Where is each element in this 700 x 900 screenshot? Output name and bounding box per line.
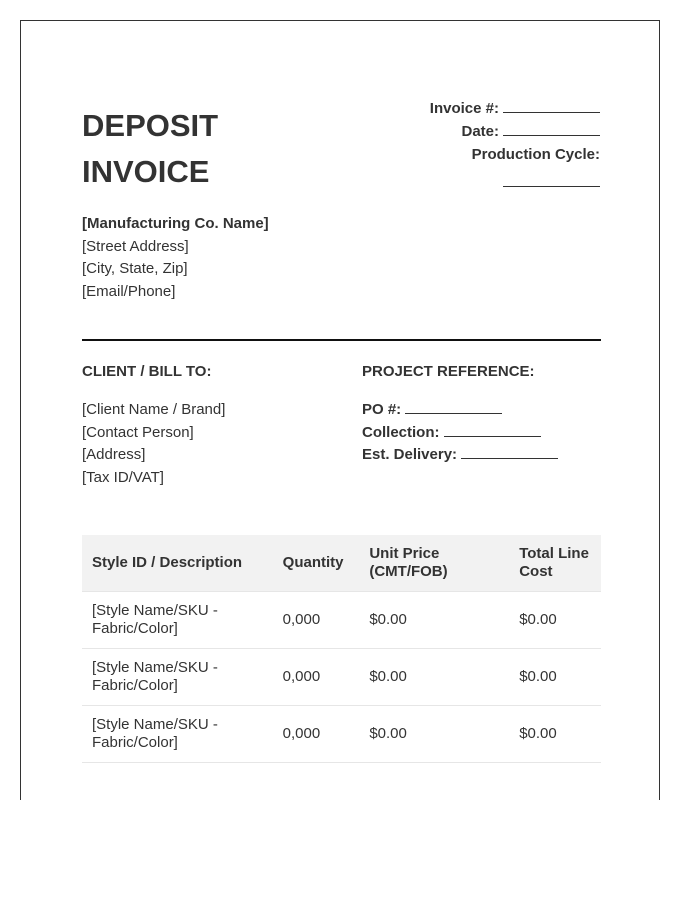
row-description[interactable]: [Style Name/SKU - Fabric/Color] xyxy=(82,706,273,763)
company-block xyxy=(82,213,269,303)
collection-label: Collection: xyxy=(362,423,440,441)
company-name: [Manufacturing Co. Name] xyxy=(82,215,269,232)
line-items-table xyxy=(82,535,601,763)
production-cycle-blank[interactable] xyxy=(503,172,600,187)
row-total[interactable]: $0.00 xyxy=(509,592,601,649)
invoice-number-row xyxy=(430,97,600,120)
row-total[interactable]: $0.00 xyxy=(509,706,601,763)
client-address: [Address] xyxy=(82,446,146,463)
row-quantity[interactable]: 0,000 xyxy=(273,649,360,706)
collection-blank[interactable] xyxy=(444,422,541,437)
production-cycle-label: Production Cycle: xyxy=(471,146,600,163)
header-unit-price: Unit Price (CMT/FOB) xyxy=(359,535,509,592)
row-unit-price[interactable]: $0.00 xyxy=(359,649,509,706)
po-row xyxy=(362,399,558,422)
po-blank[interactable] xyxy=(405,399,502,414)
row-unit-price[interactable]: $0.00 xyxy=(359,592,509,649)
delivery-row xyxy=(362,444,558,467)
company-city: [City, State, Zip] xyxy=(82,260,188,277)
date-blank[interactable] xyxy=(503,121,600,136)
row-quantity[interactable]: 0,000 xyxy=(273,706,360,763)
row-quantity[interactable]: 0,000 xyxy=(273,592,360,649)
table-row xyxy=(82,649,601,706)
row-description[interactable]: [Style Name/SKU - Fabric/Color] xyxy=(82,649,273,706)
table-row xyxy=(82,592,601,649)
row-unit-price[interactable]: $0.00 xyxy=(359,706,509,763)
po-label: PO #: xyxy=(362,401,402,418)
header-total: Total Line Cost xyxy=(509,535,601,592)
company-contact: [Email/Phone] xyxy=(82,282,176,300)
client-contact-person: [Contact Person] xyxy=(82,423,194,441)
project-block xyxy=(362,399,558,467)
invoice-number-blank[interactable] xyxy=(503,98,600,113)
table-row xyxy=(82,706,601,763)
project-heading: PROJECT REFERENCE: xyxy=(362,363,535,380)
table-header-row xyxy=(82,535,601,592)
divider xyxy=(82,339,601,341)
invoice-page xyxy=(20,20,660,800)
client-tax-id: [Tax ID/VAT] xyxy=(82,468,164,486)
invoice-title xyxy=(82,103,302,195)
company-street: [Street Address] xyxy=(82,237,189,255)
invoice-number-label: Invoice #: xyxy=(429,100,499,117)
client-name: [Client Name / Brand] xyxy=(82,401,226,418)
row-total[interactable]: $0.00 xyxy=(509,649,601,706)
title-line-1: DEPOSIT xyxy=(82,108,219,143)
invoice-meta xyxy=(430,97,600,187)
header-description: Style ID / Description xyxy=(82,535,273,592)
collection-row xyxy=(362,422,558,445)
client-heading: CLIENT / BILL TO: xyxy=(82,363,212,380)
delivery-blank[interactable] xyxy=(461,444,558,459)
header-quantity: Quantity xyxy=(273,535,360,592)
delivery-label: Est. Delivery: xyxy=(362,446,458,463)
row-description[interactable]: [Style Name/SKU - Fabric/Color] xyxy=(82,592,273,649)
date-row xyxy=(430,120,600,143)
client-block xyxy=(82,399,225,489)
date-label: Date: xyxy=(461,123,499,140)
production-cycle-row xyxy=(430,143,600,187)
title-line-2: INVOICE xyxy=(82,154,210,189)
